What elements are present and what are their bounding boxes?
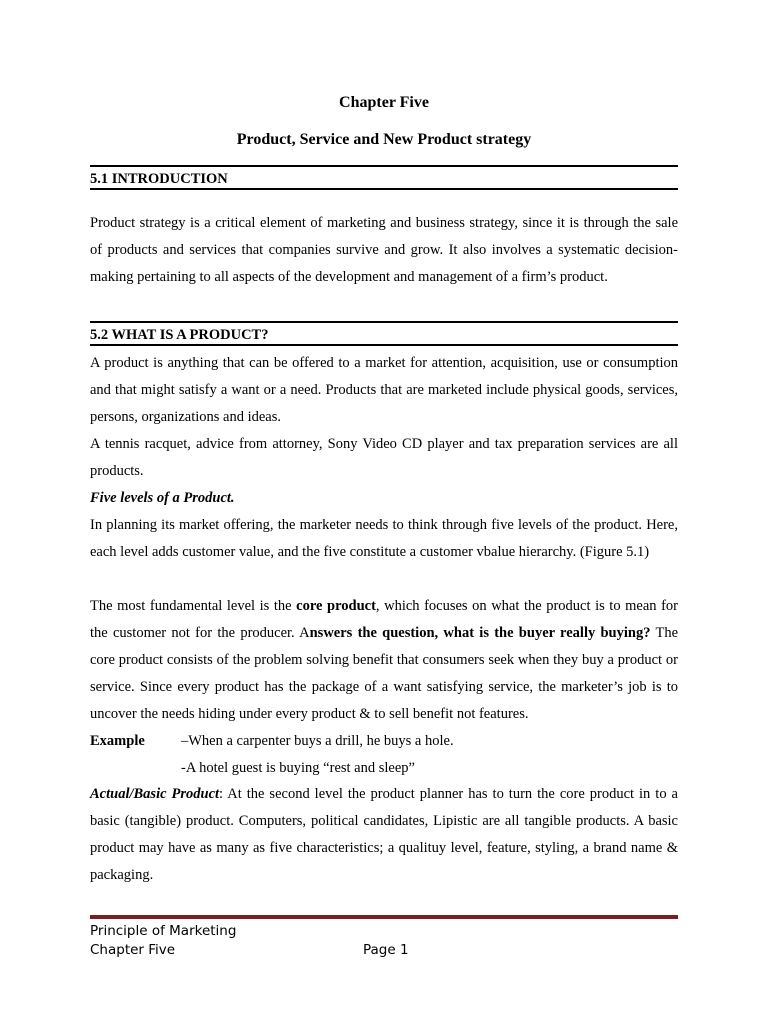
example-label: Example xyxy=(90,733,145,749)
section-rule-bottom xyxy=(90,344,678,346)
section-heading-introduction: 5.1 INTRODUCTION xyxy=(90,171,228,187)
core-product-paragraph xyxy=(90,593,678,728)
five-levels-paragraph: In planning its market offering, the marketer needs to think through five levels of the product. Here, each level adds customer value, and the five constitute a customer vbalue hierarchy. (Figure 5.1) xyxy=(90,517,678,560)
example-line-1: –When a carpenter buys a drill, he buys a hole. xyxy=(181,733,454,749)
core-product-text-3: The core product consists of the problem solving benefit that consumers seek when they buy a product or service. Since every product has the package of a want satisfying service, the marketer’s job is to uncover the needs hiding under every product & to sell benefit not features. xyxy=(90,625,679,722)
core-product-term: core product xyxy=(296,598,376,614)
section-rule-top xyxy=(90,321,678,323)
chapter-subtitle: Product, Service and New Product strategy xyxy=(236,131,532,148)
five-levels-heading: Five levels of a Product. xyxy=(90,490,235,506)
actual-product-paragraph xyxy=(90,781,678,889)
core-product-text-1: The most fundamental level is the xyxy=(90,598,297,614)
footer-rule xyxy=(90,915,678,919)
core-product-text-2: , which focuses on what the product is to mean for the customer not for the producer. A xyxy=(90,598,679,641)
product-examples-paragraph: A tennis racquet, advice from attorney, Sony Video CD player and tax preparation services are all products. xyxy=(90,436,678,479)
footer-page-number: Page 1 xyxy=(363,942,409,958)
footer-chapter: Chapter Five xyxy=(90,942,176,958)
section-rule-top xyxy=(90,165,678,167)
intro-paragraph: Product strategy is a critical element of marketing and business strategy, since it is through the sale of products and services that companies survive and grow. It also involves a systematic decision-making pertaining to all aspects of the development and management of a firm’s product. xyxy=(90,215,678,285)
section-rule-bottom xyxy=(90,188,678,190)
core-product-question: nswers the question, what is the buyer really buying? xyxy=(309,625,651,641)
example-line-2: -A hotel guest is buying “rest and sleep” xyxy=(181,760,415,776)
actual-product-text: : At the second level the product planner has to turn the core product in to a basic (tangible) product. Computers, political candidates, Lipistic are all tangible products. A basic product may have as many as five characteristics; a qualituy level, feature, styling, a brand name & packaging. xyxy=(90,786,678,883)
section-heading-what-is-product: 5.2 WHAT IS A PRODUCT? xyxy=(90,327,269,343)
example-block xyxy=(90,728,678,782)
chapter-title: Chapter Five xyxy=(339,94,429,111)
footer-course-title: Principle of Marketing xyxy=(90,923,237,939)
product-definition-paragraph: A product is anything that can be offered to a market for attention, acquisition, use or consumption and that might satisfy a want or a need. Products that are marketed include physical goods, services, persons, organizations and ideas. xyxy=(90,355,678,425)
actual-product-term: Actual/Basic Product xyxy=(90,786,220,802)
